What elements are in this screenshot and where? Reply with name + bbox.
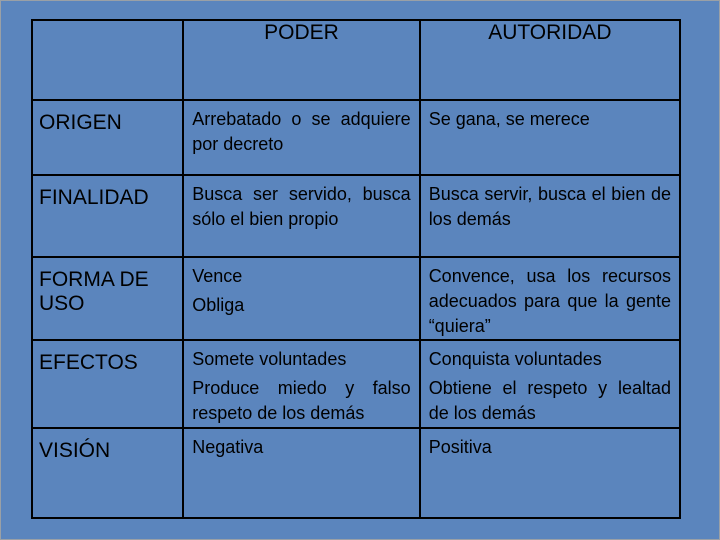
poder-cell xyxy=(183,100,419,175)
poder-text: Arrebatado o se adquiere por decreto xyxy=(192,109,411,154)
poder-text: Busca ser servido, busca sólo el bien propio xyxy=(192,184,411,229)
row-label-cell xyxy=(32,340,183,428)
autoridad-text: Positiva xyxy=(428,437,492,457)
autoridad-text: Convence, usa los recursos adecuados para que la gente “quiera” xyxy=(428,266,671,336)
autoridad-cell xyxy=(420,257,680,340)
header-autoridad-label: AUTORIDAD xyxy=(488,21,612,44)
poder-cell xyxy=(183,175,419,257)
poder-text: Obliga xyxy=(192,295,245,315)
autoridad-text: Busca servir, busca el bien de los demás xyxy=(428,184,671,229)
autoridad-cell xyxy=(420,428,680,518)
comparison-table xyxy=(31,19,681,519)
autoridad-cell xyxy=(420,175,680,257)
header-poder xyxy=(183,20,419,100)
row-label: VISIÓN xyxy=(39,439,111,462)
row-label-cell xyxy=(32,100,183,175)
autoridad-text: Se gana, se merece xyxy=(428,109,590,129)
table-row xyxy=(32,100,680,175)
row-label: EFECTOS xyxy=(39,351,138,374)
autoridad-cell xyxy=(420,340,680,428)
poder-cell xyxy=(183,428,419,518)
row-label: ORIGEN xyxy=(39,111,122,134)
table-header-row xyxy=(32,20,680,100)
row-label-cell xyxy=(32,428,183,518)
poder-text: Produce miedo y falso respeto de los demás xyxy=(192,378,411,423)
poder-text: Somete voluntades xyxy=(192,349,347,369)
poder-text: Vence xyxy=(192,266,243,286)
poder-cell xyxy=(183,340,419,428)
table-row xyxy=(32,257,680,340)
row-label: FORMA DE USO xyxy=(39,268,149,315)
table-row xyxy=(32,340,680,428)
poder-cell xyxy=(183,257,419,340)
row-label-cell xyxy=(32,257,183,340)
table-row xyxy=(32,428,680,518)
table-row xyxy=(32,175,680,257)
header-autoridad xyxy=(420,20,680,100)
row-label: FINALIDAD xyxy=(39,186,149,209)
autoridad-text: Conquista voluntades xyxy=(428,349,602,369)
autoridad-cell xyxy=(420,100,680,175)
poder-text: Negativa xyxy=(192,437,264,457)
header-poder-label: PODER xyxy=(264,21,339,44)
row-label-cell xyxy=(32,175,183,257)
header-empty-cell xyxy=(32,20,183,100)
autoridad-text: Obtiene el respeto y lealtad de los demás xyxy=(428,378,671,423)
